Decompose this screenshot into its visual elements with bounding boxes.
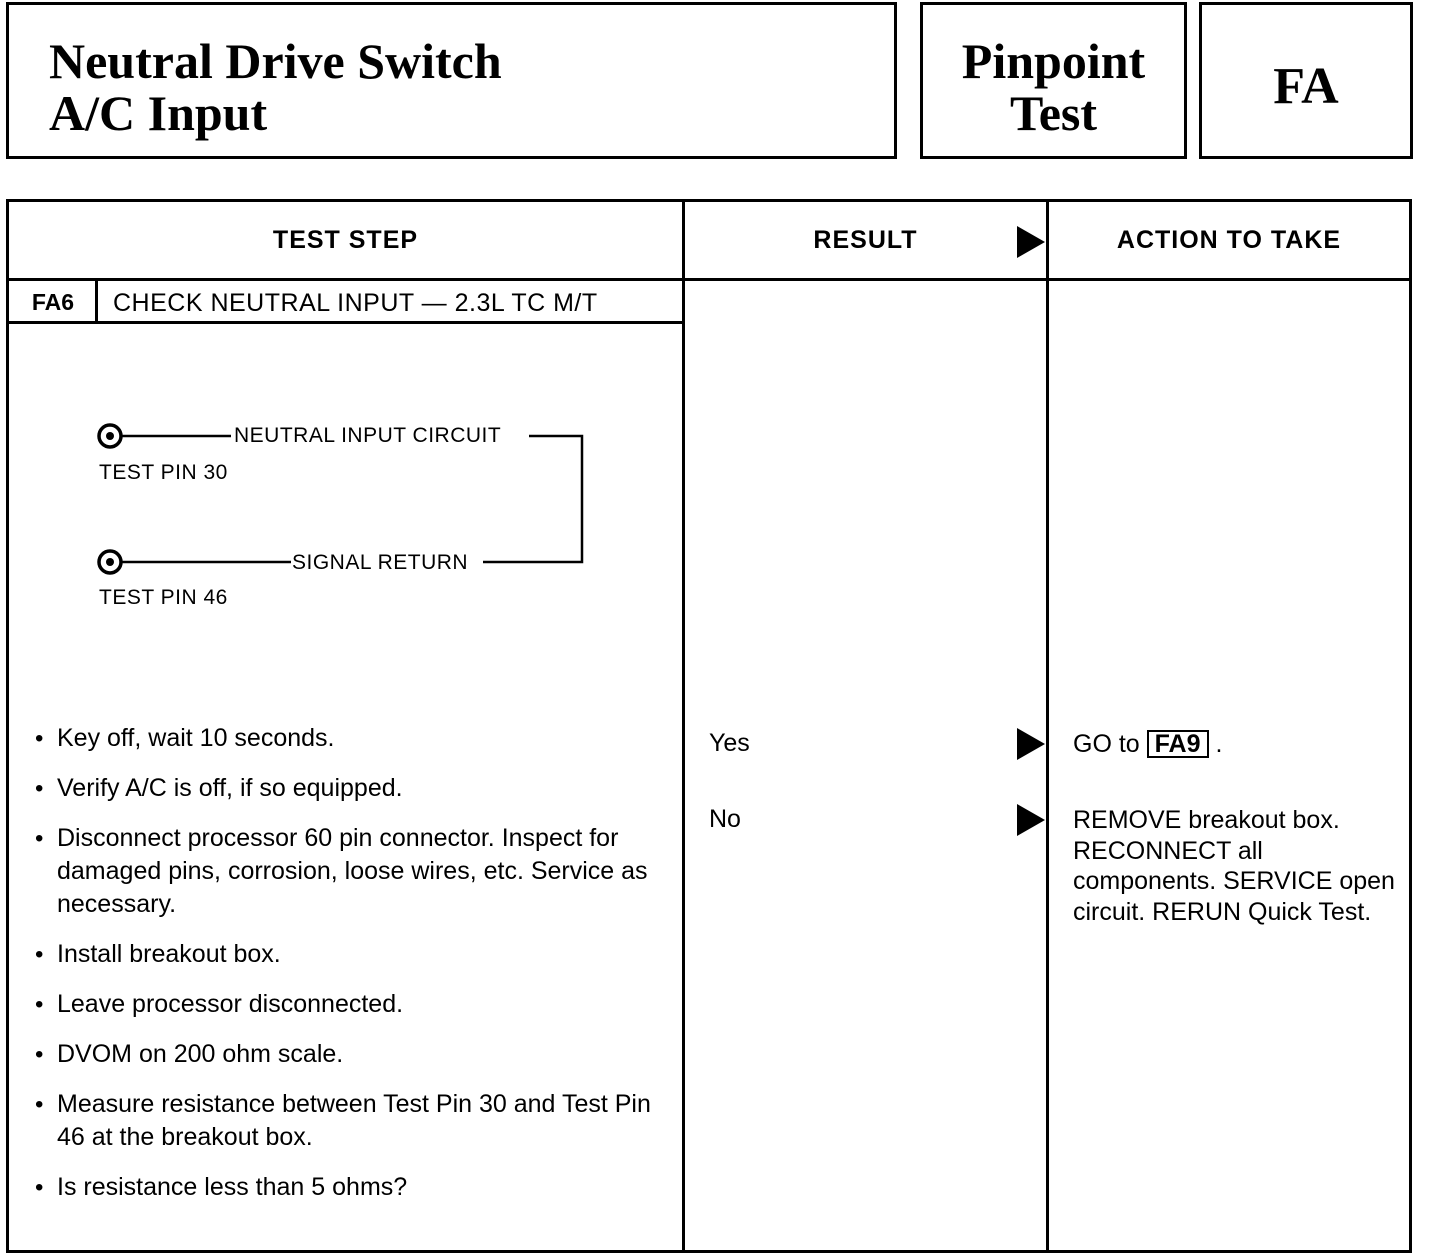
instruction-item: • Verify A/C is off, if so equipped. [33, 772, 673, 805]
test-code: FA [1273, 58, 1339, 115]
wire-loop [483, 436, 582, 562]
pinpoint-line2: Test [1009, 85, 1098, 141]
pinpoint-test-box [920, 2, 1187, 159]
instruction-list [33, 722, 673, 1221]
page-title-line1: Neutral Drive Switch [49, 33, 502, 89]
column-divider [1046, 202, 1049, 1250]
action-no: REMOVE breakout box. RECONNECT all components. SERVICE open circuit. RERUN Quick Test. [1073, 806, 1395, 926]
result-yes: Yes [709, 729, 750, 757]
pinpoint-line1: Pinpoint [961, 33, 1146, 89]
result-no: No [709, 805, 741, 833]
instruction-item: • Install breakout box. [33, 938, 673, 971]
instruction-item: • Measure resistance between Test Pin 30 and Test Pin 46 at the breakout box. [33, 1088, 673, 1154]
instruction-item: • DVOM on 200 ohm scale. [33, 1038, 673, 1071]
neutral-input-circuit-label: NEUTRAL INPUT CIRCUIT [234, 424, 502, 447]
header-result: RESULT [813, 226, 918, 254]
test-pin-46-label: TEST PIN 46 [99, 586, 228, 609]
instruction-item: • Key off, wait 10 seconds. [33, 722, 673, 755]
fa9-reference: FA9 [1147, 730, 1209, 758]
test-pin-46-icon [99, 551, 121, 573]
header-action: ACTION TO TAKE [1116, 226, 1342, 254]
no-arrow-icon [1017, 804, 1045, 836]
test-pin-30-label: TEST PIN 30 [99, 461, 228, 484]
page-title-line2: A/C Input [49, 85, 268, 141]
step-id-divider [95, 281, 98, 323]
step-id: FA6 [31, 289, 75, 315]
test-pin-30-icon [99, 425, 121, 447]
step-title: CHECK NEUTRAL INPUT — 2.3L TC M/T [113, 289, 598, 317]
instruction-item: • Is resistance less than 5 ohms? [33, 1171, 673, 1204]
pinpoint-table [6, 199, 1412, 1253]
column-divider [682, 202, 685, 1250]
test-code-box [1199, 2, 1413, 159]
action-yes-suffix: . [1215, 730, 1223, 758]
instruction-item: • Disconnect processor 60 pin connector. Inspect for damaged pins, corrosion, loose wires, etc. Service as necessary. [33, 822, 673, 921]
signal-return-label: SIGNAL RETURN [292, 551, 469, 574]
result-arrow-icon [1017, 226, 1045, 258]
step-title-divider [9, 321, 682, 324]
yes-arrow-icon [1017, 728, 1045, 760]
action-yes-prefix: GO to [1073, 730, 1140, 758]
action-yes [1073, 729, 1403, 760]
page-title-box [6, 2, 897, 159]
header-test-step: TEST STEP [272, 226, 419, 254]
instruction-item: • Leave processor disconnected. [33, 988, 673, 1021]
